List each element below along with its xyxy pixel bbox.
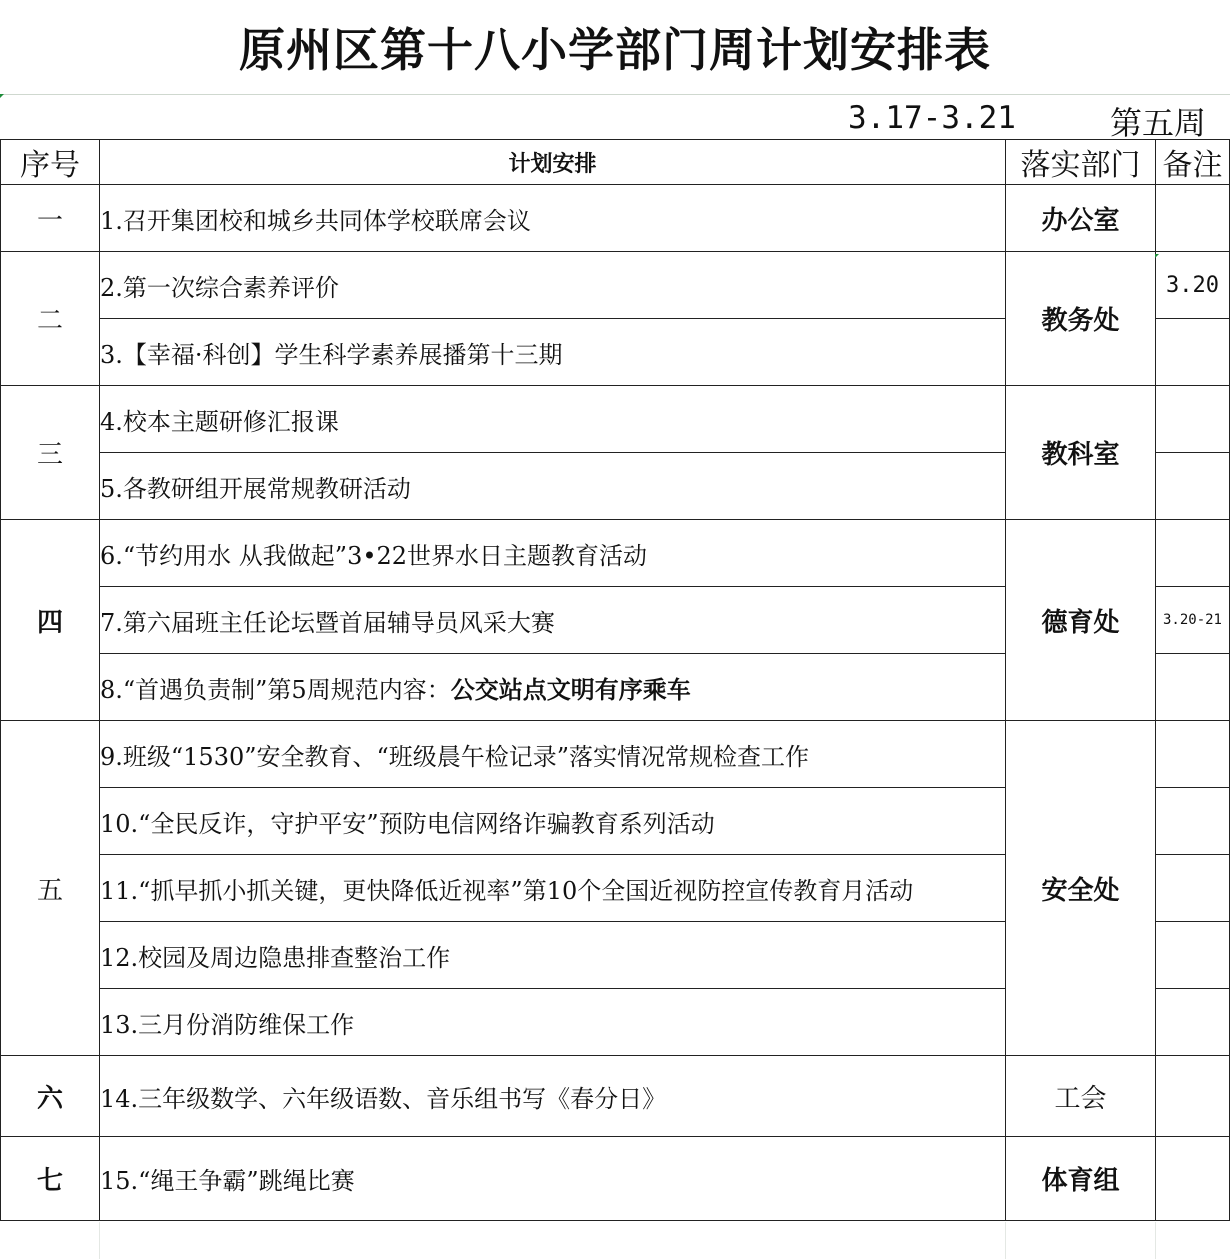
item-note <box>1156 453 1230 520</box>
date-range: 3.17-3.21 <box>848 100 1016 136</box>
table-row <box>1 1056 1230 1137</box>
group-seq: 六 <box>1 1056 100 1137</box>
item-note <box>1156 319 1230 386</box>
item-note <box>1156 520 1230 587</box>
group-seq: 一 <box>1 185 100 252</box>
cell-marker <box>1155 254 1159 258</box>
item-note <box>1156 989 1230 1056</box>
plan-item: 13.三月份消防维保工作 <box>100 989 1006 1056</box>
column-header-dept: 落实部门 <box>1006 140 1156 185</box>
table-row <box>1 185 1230 252</box>
empty-spreadsheet-row <box>0 1222 1229 1259</box>
plan-item: 11.“抓早抓小抓关键，更快降低近视率”第10个全国近视防控宣传教育月活动 <box>100 855 1006 922</box>
column-header-plan: 计划安排 <box>100 140 1006 185</box>
table-row <box>1 1137 1230 1221</box>
plan-table <box>0 139 1230 1221</box>
plan-item-text: 8.“首遇负责制”第5周规范内容： <box>100 675 451 704</box>
plan-item: 6.“节约用水 从我做起”3•22世界水日主题教育活动 <box>100 520 1006 587</box>
plan-item: 9.班级“1530”安全教育、“班级晨午检记录”落实情况常规检查工作 <box>100 721 1006 788</box>
table-header-row <box>1 140 1230 185</box>
item-note <box>1156 788 1230 855</box>
plan-item: 3.【幸福·科创】学生科学素养展播第十三期 <box>100 319 1006 386</box>
item-note <box>1156 654 1230 721</box>
group-seq: 五 <box>1 721 100 1056</box>
week-label: 第五周 <box>1110 104 1207 142</box>
group-dept: 教务处 <box>1006 252 1156 386</box>
group-dept: 教科室 <box>1006 386 1156 520</box>
group-seq: 二 <box>1 252 100 386</box>
group-dept: 德育处 <box>1006 520 1156 721</box>
item-note <box>1156 721 1230 788</box>
plan-item <box>100 654 1006 721</box>
gridline <box>1155 1222 1156 1259</box>
plan-item: 10.“全民反诈，守护平安”预防电信网络诈骗教育系列活动 <box>100 788 1006 855</box>
item-note <box>1156 855 1230 922</box>
item-note <box>1156 185 1230 252</box>
table-row <box>1 520 1230 587</box>
group-dept: 办公室 <box>1006 185 1156 252</box>
item-note <box>1156 1056 1230 1137</box>
plan-item: 14.三年级数学、六年级语数、音乐组书写《春分日》 <box>100 1056 1006 1137</box>
plan-item-emphasis: 公交站点文明有序乘车 <box>450 675 691 704</box>
gridline <box>1005 1222 1006 1259</box>
group-dept: 工会 <box>1006 1056 1156 1137</box>
group-seq: 三 <box>1 386 100 520</box>
table-row <box>1 252 1230 319</box>
group-seq: 四 <box>1 520 100 721</box>
plan-item: 5.各教研组开展常规教研活动 <box>100 453 1006 520</box>
item-note <box>1156 922 1230 989</box>
column-header-note: 备注 <box>1156 140 1230 185</box>
group-dept: 体育组 <box>1006 1137 1156 1221</box>
group-dept: 安全处 <box>1006 721 1156 1056</box>
gridline <box>99 1222 100 1259</box>
plan-item: 4.校本主题研修汇报课 <box>100 386 1006 453</box>
plan-item: 15.“绳王争霸”跳绳比赛 <box>100 1137 1006 1221</box>
item-note <box>1156 1137 1230 1221</box>
cell-marker <box>0 94 4 98</box>
table-row <box>1 721 1230 788</box>
item-note <box>1156 386 1230 453</box>
table-row <box>1 386 1230 453</box>
item-note: 3.20-21 <box>1156 587 1230 654</box>
plan-item: 12.校园及周边隐患排查整治工作 <box>100 922 1006 989</box>
plan-item: 7.第六届班主任论坛暨首届辅导员风采大赛 <box>100 587 1006 654</box>
subheader-bar <box>0 94 1230 141</box>
item-note: 3.20 <box>1156 252 1230 319</box>
column-header-seq: 序号 <box>1 140 100 185</box>
page-title: 原州区第十八小学部门周计划安排表 <box>239 23 991 77</box>
plan-item: 2.第一次综合素养评价 <box>100 252 1006 319</box>
plan-item: 1.召开集团校和城乡共同体学校联席会议 <box>100 185 1006 252</box>
group-seq: 七 <box>1 1137 100 1221</box>
